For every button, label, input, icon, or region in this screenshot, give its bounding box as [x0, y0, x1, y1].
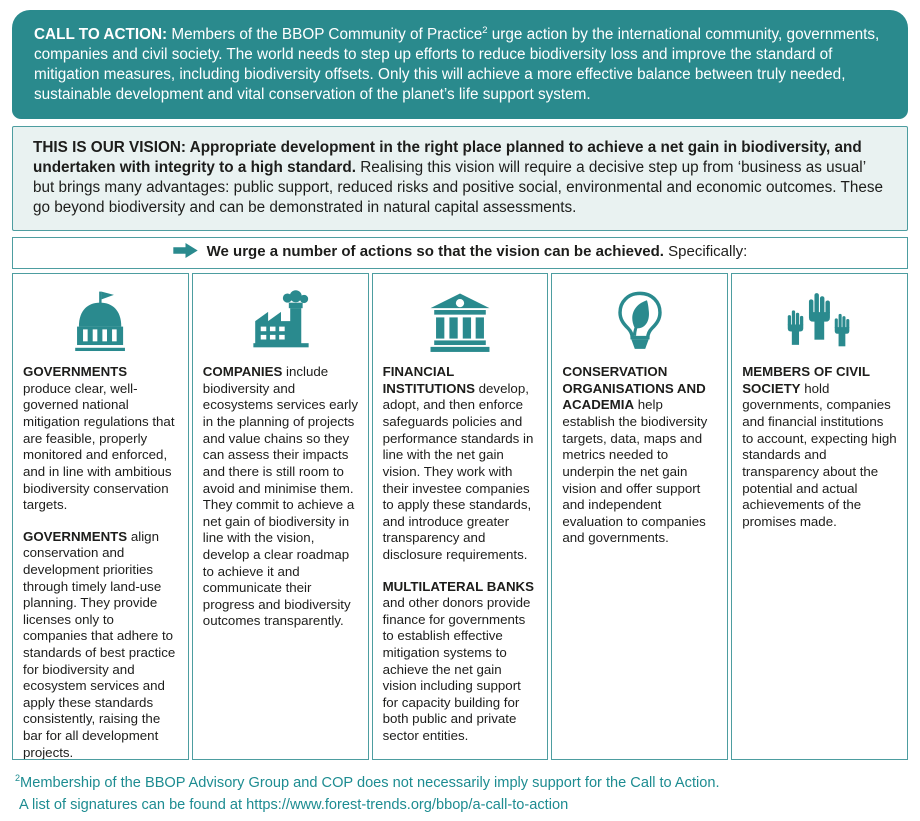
urge-bar	[12, 237, 908, 269]
banner-lead: CALL TO ACTION:	[34, 26, 172, 43]
conservation-body-1: help establish the biodiversity targets, data, maps and metrics needed to underpin the net gain vision and offer support and independent evaluation to companies and governments.	[562, 397, 708, 546]
governments-body-1: produce clear, well-governed national mitigation regulations that are feasible, properly monitored and enforced, and in line with ambitious biodiversity conservation targets.	[23, 380, 175, 513]
footnote-ref-mark: 2	[15, 773, 21, 784]
governments-heading-1: GOVERNMENTS	[23, 364, 128, 380]
column-conservation-academia	[551, 273, 728, 760]
civil-society-body-1: hold governments, companies and financial institutions to account, expecting high standards and transparency about the potential and actual achievements of the promises made.	[742, 380, 897, 529]
arrow-right-icon	[173, 243, 198, 262]
governments-heading-2: GOVERNMENTS	[23, 528, 128, 544]
companies-body-1: include biodiversity and ecosystems services early in the planning of projects and value chains so they can assess their impacts and there is still room to avoid and minimise them. They commit to achieve a net gain of biodiversity in line with the vision, develop a clear roadmap to achieve it and communicate their progress and biodiversity outcomes transparently.	[202, 364, 358, 629]
banner-text-2: urge action by the international community, governments, companies and civil society. The world needs to step up efforts to reduce biodiversity loss and improve the standard of mitigation measures, including biodiversity offsets. Only this will achieve a more effective balance between truly needed, sustainable development and vital conservation of the planet’s life support system.	[34, 26, 880, 104]
financial-body-1: develop, adopt, and then enforce safeguards policies and performance standards in line with the net gain vision. They work with their investee companies to apply these standards, and introduce greater transparency and disclosure requirements.	[382, 380, 534, 562]
footnote-text-2: A list of signatures can be found at	[19, 797, 247, 814]
vision-text: Realising this vision will require a decisive step up from ‘business as usual’ but brings many advantages: public support, reduced risks and positive social, environmental and economic outcomes. These go beyond biodiversity and can be demonstrated in natural capital assessments.	[33, 159, 884, 217]
column-governments	[12, 273, 189, 760]
footnote-line-2	[15, 795, 908, 817]
banner-text-1: Members of the BBOP Community of Practice	[171, 26, 483, 43]
government-icon	[23, 280, 179, 364]
vision-bold: THIS IS OUR VISION: Appropriate development in the right place planned to achieve a net gain in biodiversity, and undertaken with integrity to a high standard.	[33, 139, 862, 177]
call-to-action-banner	[12, 10, 908, 119]
raised-hands-icon	[742, 280, 898, 364]
financial-paragraph-2	[383, 579, 539, 745]
vision-box	[12, 126, 908, 231]
column-companies	[192, 273, 369, 760]
action-columns	[12, 273, 908, 760]
civil-society-heading-1: MEMBERS OF CIVIL SOCIETY	[742, 364, 870, 396]
bank-icon	[383, 280, 539, 364]
footnote	[12, 773, 908, 817]
governments-paragraph-1	[23, 364, 179, 513]
conservation-heading-1: CONSERVATION ORGANISATIONS AND ACADEMIA	[562, 364, 706, 413]
financial-body-2: and other donors provide finance for governments to establish effective mitigation systems to achieve the net gain vision including support for capacity building for both public and private sector entities.	[382, 595, 531, 744]
companies-paragraph-1	[203, 364, 359, 630]
civil-society-paragraph-1	[742, 364, 898, 530]
column-civil-society	[731, 273, 908, 760]
urge-bold: We urge a number of actions so that the vision can be achieved.	[206, 243, 664, 261]
governments-body-2: align conservation and development priorities through timely land-use planning. They provide licenses only to companies that adhere to standards of best practice for biodiversity and ecosystem services and apply these standards consistently, raising the bar for all development projects.	[23, 528, 176, 760]
financial-heading-1: FINANCIAL INSTITUTIONS	[382, 364, 475, 396]
banner-footnote-ref: 2	[482, 24, 488, 36]
financial-paragraph-1	[383, 364, 539, 563]
bulb-leaf-icon	[562, 280, 718, 364]
urge-text: Specifically:	[663, 243, 748, 261]
companies-heading-1: COMPANIES	[202, 364, 283, 380]
financial-heading-2: MULTILATERAL BANKS	[382, 578, 535, 594]
footnote-line-1	[15, 773, 908, 795]
column-financial-institutions	[372, 273, 549, 760]
governments-paragraph-2	[23, 529, 179, 761]
conservation-paragraph-1	[562, 364, 718, 547]
factory-icon	[203, 280, 359, 364]
footnote-url[interactable]: https://www.forest-trends.org/bbop/a-call-to-action	[246, 797, 569, 814]
footnote-text-1: Membership of the BBOP Advisory Group and COP does not necessarily imply support for the Call to Action.	[20, 775, 720, 792]
